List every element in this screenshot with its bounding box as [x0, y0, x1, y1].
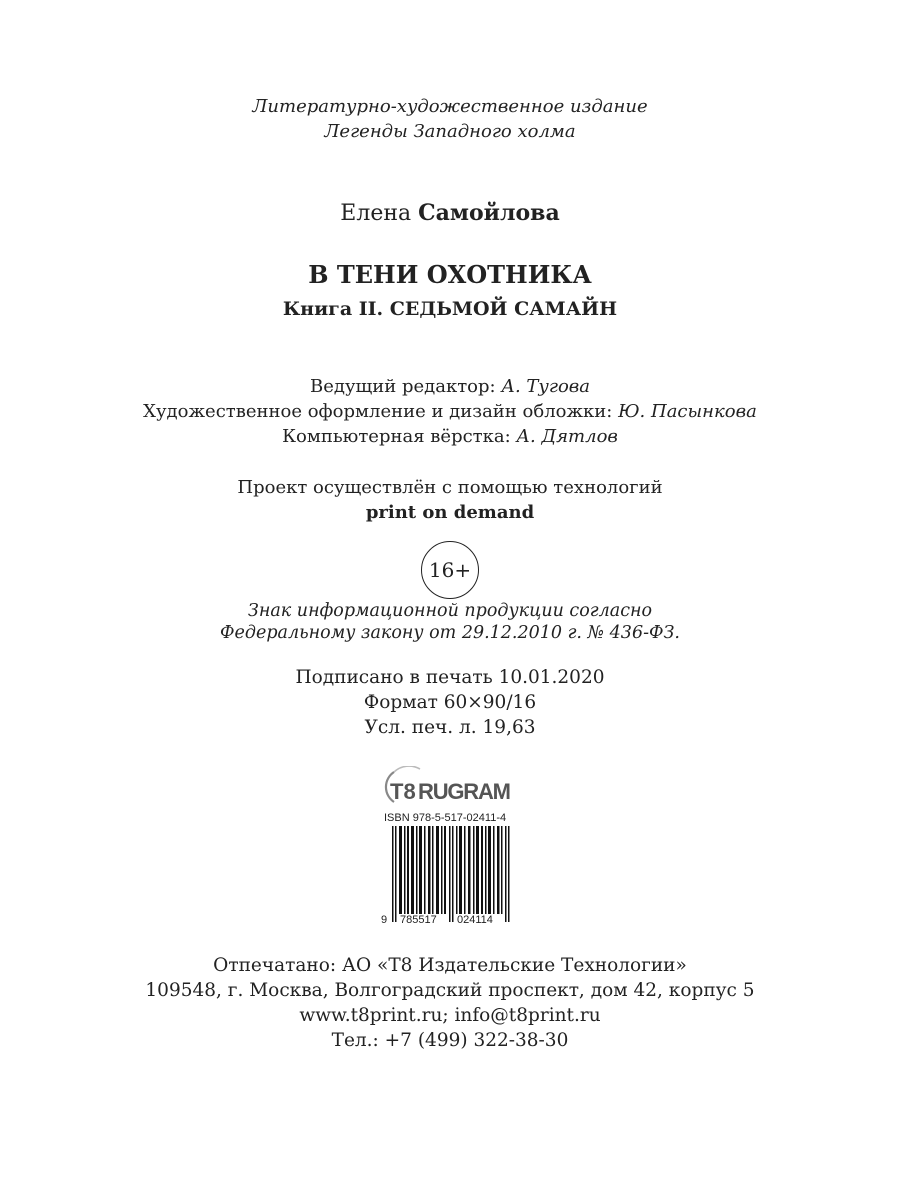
- logo-mark: T8: [390, 779, 416, 804]
- print-info: [0, 665, 900, 740]
- signed-date: Подписано в печать 10.01.2020: [295, 667, 605, 688]
- credit-name: А. Дятлов: [516, 426, 618, 447]
- barcode-digits-right: 024114: [457, 914, 493, 926]
- credit-design: [0, 399, 900, 424]
- author-first-name: Елена: [340, 201, 412, 226]
- law-line-2: Федеральному закону от 29.12.2010 г. № 436-ФЗ.: [220, 623, 680, 643]
- printer-phone: Тел.: +7 (499) 322-38-30: [331, 1030, 569, 1051]
- barcode-digit-first: 9: [381, 914, 388, 926]
- credit-role: Художественное оформление и дизайн обложки:: [143, 401, 619, 422]
- print-sheets: Усл. печ. л. 19,63: [364, 717, 536, 738]
- author-name: [0, 198, 900, 229]
- credit-layout: [0, 424, 900, 449]
- book-title: В ТЕНИ ОХОТНИКА: [308, 260, 592, 289]
- law-line-1: Знак информационной продукции согласно: [247, 601, 653, 621]
- printer-address: 109548, г. Москва, Волгоградский проспект, дом 42, корпус 5: [145, 980, 755, 1001]
- logo-name: RUGRAM: [418, 779, 510, 804]
- project-note: [0, 475, 900, 525]
- book-subtitle: Книга II. СЕДЬМОЙ САМАЙН: [282, 298, 618, 320]
- print-on-demand: print on demand: [365, 502, 535, 523]
- format: Формат 60×90/16: [363, 692, 537, 713]
- age-rating-badge: 16+: [421, 541, 479, 599]
- law-notice: [0, 600, 900, 644]
- author-last-name: Самойлова: [418, 200, 560, 226]
- printer-web-email: www.t8print.ru; info@t8print.ru: [299, 1005, 601, 1026]
- printer-info: [0, 953, 900, 1053]
- credit-name: А. Тугова: [501, 376, 591, 397]
- credit-name: Ю. Пасынкова: [618, 401, 757, 422]
- isbn-label: ISBN 978-5-517-02411-4: [384, 812, 507, 824]
- credit-role: Ведущий редактор:: [309, 376, 502, 397]
- barcode-digits-left: 785517: [400, 914, 437, 926]
- series-name: Легенды Западного холма: [324, 121, 576, 142]
- project-line: Проект осуществлён с помощью технологий: [237, 477, 663, 498]
- age-rating-wrap: [0, 541, 900, 601]
- series-info: [0, 94, 900, 144]
- t8-rugram-logo: [380, 766, 540, 806]
- credit-role: Компьютерная вёрстка:: [282, 426, 517, 447]
- credit-editor: [0, 374, 900, 399]
- edition-type: Литературно-художественное издание: [252, 96, 648, 117]
- credits: [0, 374, 900, 449]
- barcode-icon: [388, 826, 518, 926]
- printer-name: Отпечатано: АО «Т8 Издательские Технологии»: [213, 955, 687, 976]
- publisher-barcode-block: [380, 766, 540, 936]
